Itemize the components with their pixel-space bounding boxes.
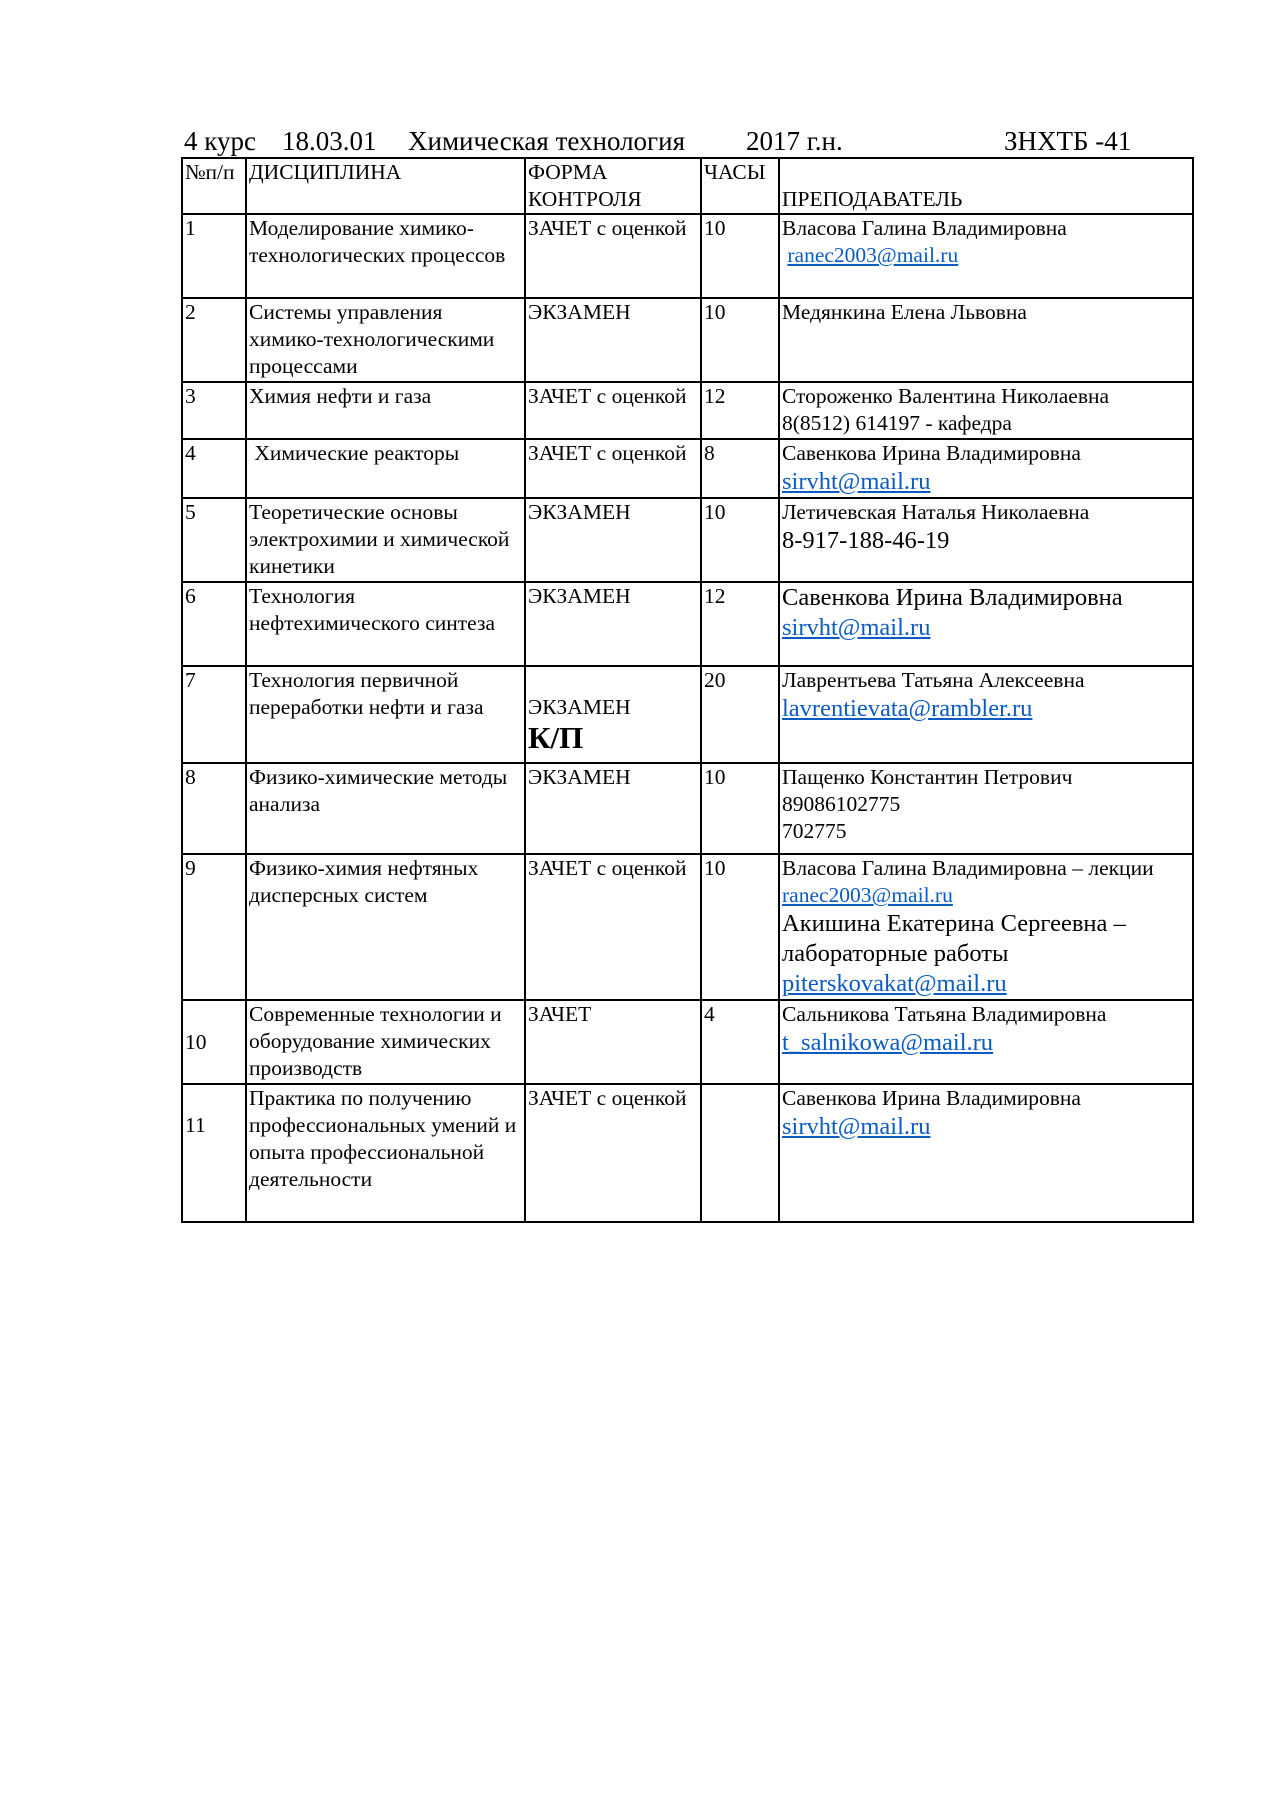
header-code: 18.03.01 [282,126,377,156]
row-form: ЗАЧЕТ с оценкой [525,439,701,498]
teacher-email-link[interactable]: t_salnikowa@mail.ru [782,1029,994,1056]
teacher-email-link[interactable]: lavrentievata@rambler.ru [782,695,1033,722]
table-row [182,854,1193,1000]
row-discipline: Физико-химические методы анализа [246,763,525,854]
header-specialty: Химическая технология [408,126,686,156]
row-hours: 12 [701,382,779,439]
row-hours: 10 [701,298,779,382]
teacher-name: Власова Галина Владимировна [782,216,1067,240]
row-hours: 12 [701,582,779,666]
teacher-name: Сальникова Татьяна Владимировна [782,1002,1107,1026]
header-group: ЗНХТБ -41 [1004,126,1132,156]
column-header-hours: ЧАСЫ [701,158,779,214]
row-teacher [779,498,1193,582]
row-discipline: Технология первичной переработки нефти и газа [246,666,525,763]
teacher-phone: 89086102775 [782,792,901,816]
row-teacher [779,1084,1193,1222]
teacher-header-label: ПРЕПОДАВАТЕЛЬ [782,187,963,211]
row-form: ЗАЧЕТ с оценкой [525,854,701,1000]
page-header [184,125,1184,157]
teacher-name: Пащенко Константин Петрович [782,765,1073,789]
table-row [182,214,1193,298]
row-hours: 8 [701,439,779,498]
teacher-phone-2: 702775 [782,819,847,843]
teacher-email-link-2[interactable]: piterskovakat@mail.ru [782,970,1007,997]
row-hours: 4 [701,1000,779,1084]
course-project-mark: К/П [528,720,584,755]
table-row [182,666,1193,763]
row-teacher [779,298,1193,382]
table-header-row [182,158,1193,214]
row-num: 8 [182,763,246,854]
row-num: 9 [182,854,246,1000]
row-hours [701,1084,779,1222]
row-discipline: Теоретические основы электрохимии и химической кинетики [246,498,525,582]
row-num: 2 [182,298,246,382]
table-row [182,763,1193,854]
row-form: ЭКЗАМЕН [525,763,701,854]
row-num [182,1084,246,1222]
column-header-teacher [779,158,1193,214]
row-teacher [779,439,1193,498]
table-row [182,498,1193,582]
teacher-email-link[interactable]: sirvht@mail.ru [782,1113,931,1140]
column-header-form: ФОРМА КОНТРОЛЯ [525,158,701,214]
row-num-text: 11 [185,1113,206,1137]
curriculum-table [181,157,1194,1223]
row-num: 3 [182,382,246,439]
row-hours: 10 [701,854,779,1000]
row-teacher [779,1000,1193,1084]
header-year: 2017 г.н. [746,126,843,156]
teacher-email-link[interactable]: ranec2003@mail.ru [787,243,959,267]
row-hours: 20 [701,666,779,763]
row-form: ЭКЗАМЕН [525,498,701,582]
row-discipline-text: Химические реакторы [254,441,460,465]
row-hours: 10 [701,498,779,582]
row-teacher [779,214,1193,298]
teacher-name: Стороженко Валентина Николаевна [782,384,1110,408]
teacher-name-2: Акишина Екатерина Сергеевна – лабораторные работы [782,910,1126,967]
row-form: ЗАЧЕТ с оценкой [525,1084,701,1222]
teacher-email-link[interactable]: sirvht@mail.ru [782,614,931,641]
teacher-name: Власова Галина Владимировна – лекции [782,856,1154,880]
row-num: 10 [182,1000,246,1084]
teacher-name: Летичевская Наталья Николаевна [782,500,1090,524]
row-num: 6 [182,582,246,666]
teacher-name: Медянкина Елена Львовна [782,300,1027,324]
row-form: ЗАЧЕТ с оценкой [525,382,701,439]
teacher-email-link[interactable]: sirvht@mail.ru [782,468,931,495]
row-discipline [246,439,525,498]
column-header-num: №п/п [182,158,246,214]
row-discipline: Технология нефтехимического синтеза [246,582,525,666]
row-form: ЭКЗАМЕН [525,298,701,382]
table-row [182,1000,1193,1084]
row-form: ЗАЧЕТ [525,1000,701,1084]
row-teacher [779,763,1193,854]
table-row [182,382,1193,439]
row-num: 5 [182,498,246,582]
row-discipline: Современные технологии и оборудование химических производств [246,1000,525,1084]
teacher-phone: 8(8512) 614197 - кафедра [782,411,1012,435]
row-form-text: ЭКЗАМЕН [528,695,631,719]
table-row [182,582,1193,666]
header-course: 4 курс [184,126,256,156]
row-form: ЗАЧЕТ с оценкой [525,214,701,298]
row-hours: 10 [701,763,779,854]
row-teacher [779,382,1193,439]
row-num: 7 [182,666,246,763]
row-form [525,666,701,763]
teacher-name: Савенкова Ирина Владимировна [782,584,1123,611]
column-header-discipline: ДИСЦИПЛИНА [246,158,525,214]
row-teacher [779,666,1193,763]
row-discipline: Физико-химия нефтяных дисперсных систем [246,854,525,1000]
row-discipline: Практика по получению профессиональных умений и опыта профессиональной деятельности [246,1084,525,1222]
row-hours: 10 [701,214,779,298]
teacher-name: Савенкова Ирина Владимировна [782,1086,1081,1110]
table-row [182,1084,1193,1222]
row-discipline: Моделирование химико-технологических процессов [246,214,525,298]
row-form: ЭКЗАМЕН [525,582,701,666]
table-row [182,298,1193,382]
teacher-phone: 8-917-188-46-19 [782,527,950,554]
row-discipline: Системы управления химико-технологическими процессами [246,298,525,382]
row-discipline: Химия нефти и газа [246,382,525,439]
row-teacher [779,582,1193,666]
teacher-email-link[interactable]: ranec2003@mail.ru [782,883,953,907]
teacher-name: Савенкова Ирина Владимировна [782,441,1081,465]
teacher-name: Лаврентьева Татьяна Алексеевна [782,668,1085,692]
row-teacher [779,854,1193,1000]
row-num: 4 [182,439,246,498]
table-row [182,439,1193,498]
row-num: 1 [182,214,246,298]
